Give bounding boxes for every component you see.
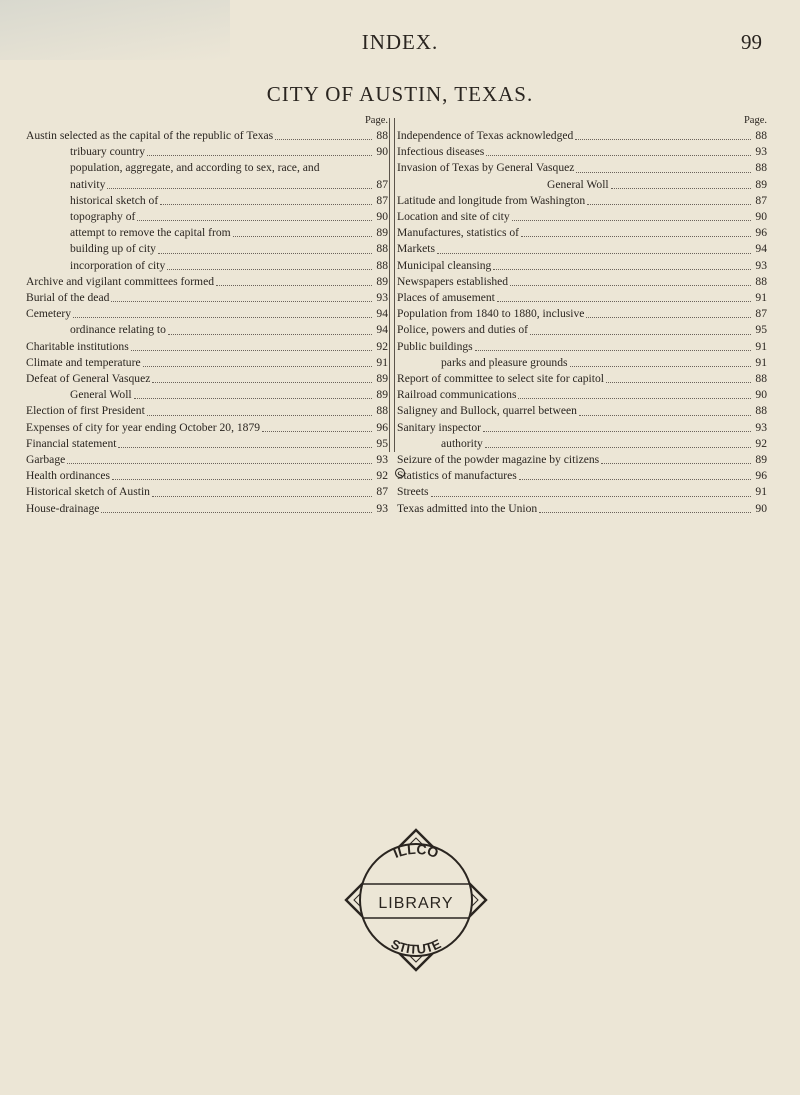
entry-page: 92 (376, 469, 388, 483)
entry-page: 91 (755, 291, 767, 305)
header-title: INDEX. (361, 30, 439, 54)
dot-leader (275, 139, 372, 140)
entry-page: 91 (376, 355, 388, 369)
entry-page: 90 (376, 210, 388, 224)
entry-page: 89 (376, 226, 388, 240)
dot-leader (67, 463, 372, 464)
dot-leader (510, 285, 751, 286)
index-entry (397, 209, 767, 225)
index-column-left (26, 114, 388, 517)
index-entry (397, 177, 767, 193)
entry-text: Saligney and Bullock, quarrel between (397, 404, 577, 418)
index-entry (26, 436, 388, 452)
entry-text: Newspapers established (397, 274, 509, 288)
index-entry (397, 160, 767, 176)
dot-leader (233, 236, 372, 237)
entry-text: Latitude and longitude from Washington (397, 193, 586, 207)
entry-text: topography of (70, 210, 136, 224)
entry-page: 88 (755, 404, 767, 418)
entry-page: 92 (376, 339, 388, 353)
dot-leader (483, 431, 751, 432)
index-entry (26, 403, 388, 419)
index-entry (26, 274, 388, 290)
entry-page: 93 (376, 453, 388, 467)
index-entry (397, 420, 767, 436)
dot-leader (575, 139, 751, 140)
entry-page: 94 (376, 323, 388, 337)
dot-leader (601, 463, 751, 464)
index-entry (397, 468, 767, 484)
entry-text: Defeat of General Vasquez (26, 372, 151, 386)
entry-text: parks and pleasure grounds (441, 355, 568, 369)
entry-text: Sanitary inspector (397, 420, 482, 434)
entry-text: Invasion of Texas by General Vasquez (397, 161, 575, 175)
dot-leader (539, 512, 751, 513)
entry-text: Election of first President (26, 404, 145, 418)
page-header (0, 28, 800, 58)
dot-leader (570, 366, 751, 367)
index-entry (397, 484, 767, 500)
dot-leader (486, 155, 751, 156)
index-entry (26, 241, 388, 257)
entry-text: Manufactures, statistics of (397, 226, 520, 240)
dot-leader (160, 204, 372, 205)
entry-text: Expenses of city for year ending October 20, 1879 (26, 420, 261, 434)
entry-text: Charitable institutions (26, 339, 129, 353)
entry-page: 89 (376, 274, 388, 288)
index-entry (26, 193, 388, 209)
index-entry (397, 290, 767, 306)
end-mark-circle (395, 468, 405, 478)
dot-leader (493, 269, 751, 270)
index-entry (26, 468, 388, 484)
entry-text: Infectious diseases (397, 145, 485, 159)
entry-page: 88 (755, 161, 767, 175)
entry-text: Places of amusement (397, 291, 495, 305)
index-entry (397, 306, 767, 322)
entry-text: Statistics of manufactures (397, 469, 517, 483)
entry-text: Health ordinances (26, 469, 111, 483)
dot-leader (134, 398, 372, 399)
entry-text: authority (441, 436, 483, 450)
index-entry (397, 258, 767, 274)
dot-leader (485, 447, 751, 448)
entry-page: 88 (376, 242, 388, 256)
dot-leader (579, 415, 751, 416)
entry-page: 92 (755, 436, 767, 450)
entry-page: 93 (376, 501, 388, 515)
dot-leader (101, 512, 372, 513)
dot-leader (111, 301, 372, 302)
entry-page: 87 (376, 193, 388, 207)
dot-leader (158, 253, 372, 254)
entry-page: 94 (755, 242, 767, 256)
index-entry (397, 452, 767, 468)
dot-leader (519, 479, 751, 480)
dot-leader (118, 447, 372, 448)
dot-leader (137, 220, 372, 221)
entry-text: Burial of the dead (26, 291, 110, 305)
entry-page: 95 (376, 436, 388, 450)
index-entry (397, 241, 767, 257)
index-entry (397, 501, 767, 517)
entry-page: 89 (376, 372, 388, 386)
dot-leader (587, 204, 751, 205)
dot-leader (611, 188, 751, 189)
entry-text: historical sketch of (70, 193, 159, 207)
entry-text: Markets (397, 242, 435, 256)
index-entry (397, 193, 767, 209)
index-entry (26, 177, 388, 193)
entry-page: 93 (755, 145, 767, 159)
index-entry (26, 420, 388, 436)
stamp-middle-text: LIBRARY (378, 895, 454, 912)
entry-text: building up of city (70, 242, 156, 256)
index-entry (26, 128, 388, 144)
entry-text: Police, powers and duties of (397, 323, 529, 337)
dot-leader (521, 236, 751, 237)
entry-text: population, aggregate, and according to sex, race, and (70, 161, 320, 175)
page-number: 99 (741, 30, 762, 54)
dot-leader (107, 188, 372, 189)
entry-page: 88 (755, 129, 767, 142)
dot-leader (431, 496, 751, 497)
entry-page: 90 (755, 388, 767, 402)
index-entry (397, 387, 767, 403)
index-entry (26, 144, 388, 160)
dot-leader (152, 496, 372, 497)
entry-text: Report of committee to select site for capitol (397, 372, 605, 386)
entry-text: Texas admitted into the Union (397, 501, 538, 515)
dot-leader (112, 479, 372, 480)
dot-leader (606, 382, 751, 383)
entry-page: 91 (755, 355, 767, 369)
entry-page: 96 (755, 469, 767, 483)
stamp-bottom-text: STITUTE (388, 936, 444, 957)
dot-leader (147, 155, 372, 156)
column-divider (389, 118, 395, 452)
entry-text: Garbage (26, 453, 66, 467)
index-entry (397, 355, 767, 371)
library-stamp (342, 826, 490, 974)
entry-page: 87 (755, 307, 767, 321)
entry-page: 90 (755, 210, 767, 224)
entry-page: 89 (755, 177, 767, 191)
entry-text: Historical sketch of Austin (26, 485, 150, 499)
entry-page: 88 (755, 372, 767, 386)
entry-text: Independence of Texas acknowledged (397, 129, 574, 142)
entry-page: 90 (755, 501, 767, 515)
index-entry (397, 339, 767, 355)
entry-text: Public buildings (397, 339, 473, 353)
entry-text: nativity (70, 177, 106, 191)
entry-page: 88 (755, 274, 767, 288)
index-entry (26, 225, 388, 241)
entry-page: 88 (376, 404, 388, 418)
index-entry (26, 209, 388, 225)
entry-text: Financial statement (26, 436, 117, 450)
entry-text: Seizure of the powder magazine by citizens (397, 453, 600, 467)
entry-page: 93 (755, 258, 767, 272)
index-entry (397, 274, 767, 290)
dot-leader (475, 350, 751, 351)
index-entry (26, 484, 388, 500)
index-entry (397, 403, 767, 419)
entry-page: 89 (755, 453, 767, 467)
entry-text: tribuary country (70, 145, 146, 159)
index-entry (26, 355, 388, 371)
index-entry (26, 258, 388, 274)
entry-page: 90 (376, 145, 388, 159)
dot-leader (576, 172, 751, 173)
index-entry (397, 225, 767, 241)
index-entry (26, 387, 388, 403)
dot-leader (530, 334, 751, 335)
index-entry (397, 436, 767, 452)
entry-text: incorporation of city (70, 258, 166, 272)
dot-leader (143, 366, 372, 367)
entry-text: General Woll (70, 388, 132, 402)
entry-page: 88 (376, 258, 388, 272)
index-entry (397, 371, 767, 387)
dot-leader (152, 382, 372, 383)
entry-text: Austin selected as the capital of the republic of Texas (26, 129, 274, 142)
dot-leader (497, 301, 751, 302)
dot-leader (512, 220, 751, 221)
entry-page: 93 (755, 420, 767, 434)
entry-page: 93 (376, 291, 388, 305)
dot-leader (167, 269, 372, 270)
entry-page: 96 (755, 226, 767, 240)
entry-page: 91 (755, 485, 767, 499)
index-entry (397, 322, 767, 338)
entry-page: 89 (376, 388, 388, 402)
dot-leader (262, 431, 372, 432)
index-entry (26, 290, 388, 306)
entry-page: 88 (376, 129, 388, 142)
entry-text: attempt to remove the capital from (70, 226, 231, 240)
entry-text: Population from 1840 to 1880, inclusive (397, 307, 585, 321)
index-entry (26, 306, 388, 322)
entry-text: ordinance relating to (70, 323, 166, 337)
entry-text: Railroad communications (397, 388, 517, 402)
dot-leader (586, 317, 751, 318)
page-column-heading: Page. (743, 115, 767, 126)
index-entry (26, 322, 388, 338)
entry-page: 95 (755, 323, 767, 337)
entry-page: 87 (376, 485, 388, 499)
dot-leader (168, 334, 372, 335)
dot-leader (131, 350, 372, 351)
page-column-heading: Page. (364, 115, 388, 126)
entry-text: Climate and temperature (26, 355, 141, 369)
entry-text: Archive and vigilant committees formed (26, 274, 215, 288)
section-title: CITY OF AUSTIN, TEXAS. (266, 82, 534, 106)
entry-page: 96 (376, 420, 388, 434)
stamp-top-text: ILLCO (390, 840, 441, 862)
entry-text: General Woll (547, 177, 609, 191)
dot-leader (518, 398, 751, 399)
dot-leader (437, 253, 751, 254)
index-entry (26, 452, 388, 468)
index-entry (26, 160, 388, 176)
entry-text: Streets (397, 485, 429, 499)
entry-page: 91 (755, 339, 767, 353)
entry-text: Location and site of city (397, 210, 510, 224)
index-entry (397, 128, 767, 144)
entry-text: Cemetery (26, 307, 72, 321)
entry-page: 94 (376, 307, 388, 321)
index-column-right (397, 114, 767, 517)
index-entry (26, 339, 388, 355)
entry-page: 87 (755, 193, 767, 207)
index-entry (397, 144, 767, 160)
entry-text: Municipal cleansing (397, 258, 492, 272)
dot-leader (147, 415, 372, 416)
index-entry (26, 501, 388, 517)
index-entry (26, 371, 388, 387)
entry-page: 87 (376, 177, 388, 191)
dot-leader (216, 285, 372, 286)
dot-leader (73, 317, 372, 318)
entry-text: House-drainage (26, 501, 100, 515)
